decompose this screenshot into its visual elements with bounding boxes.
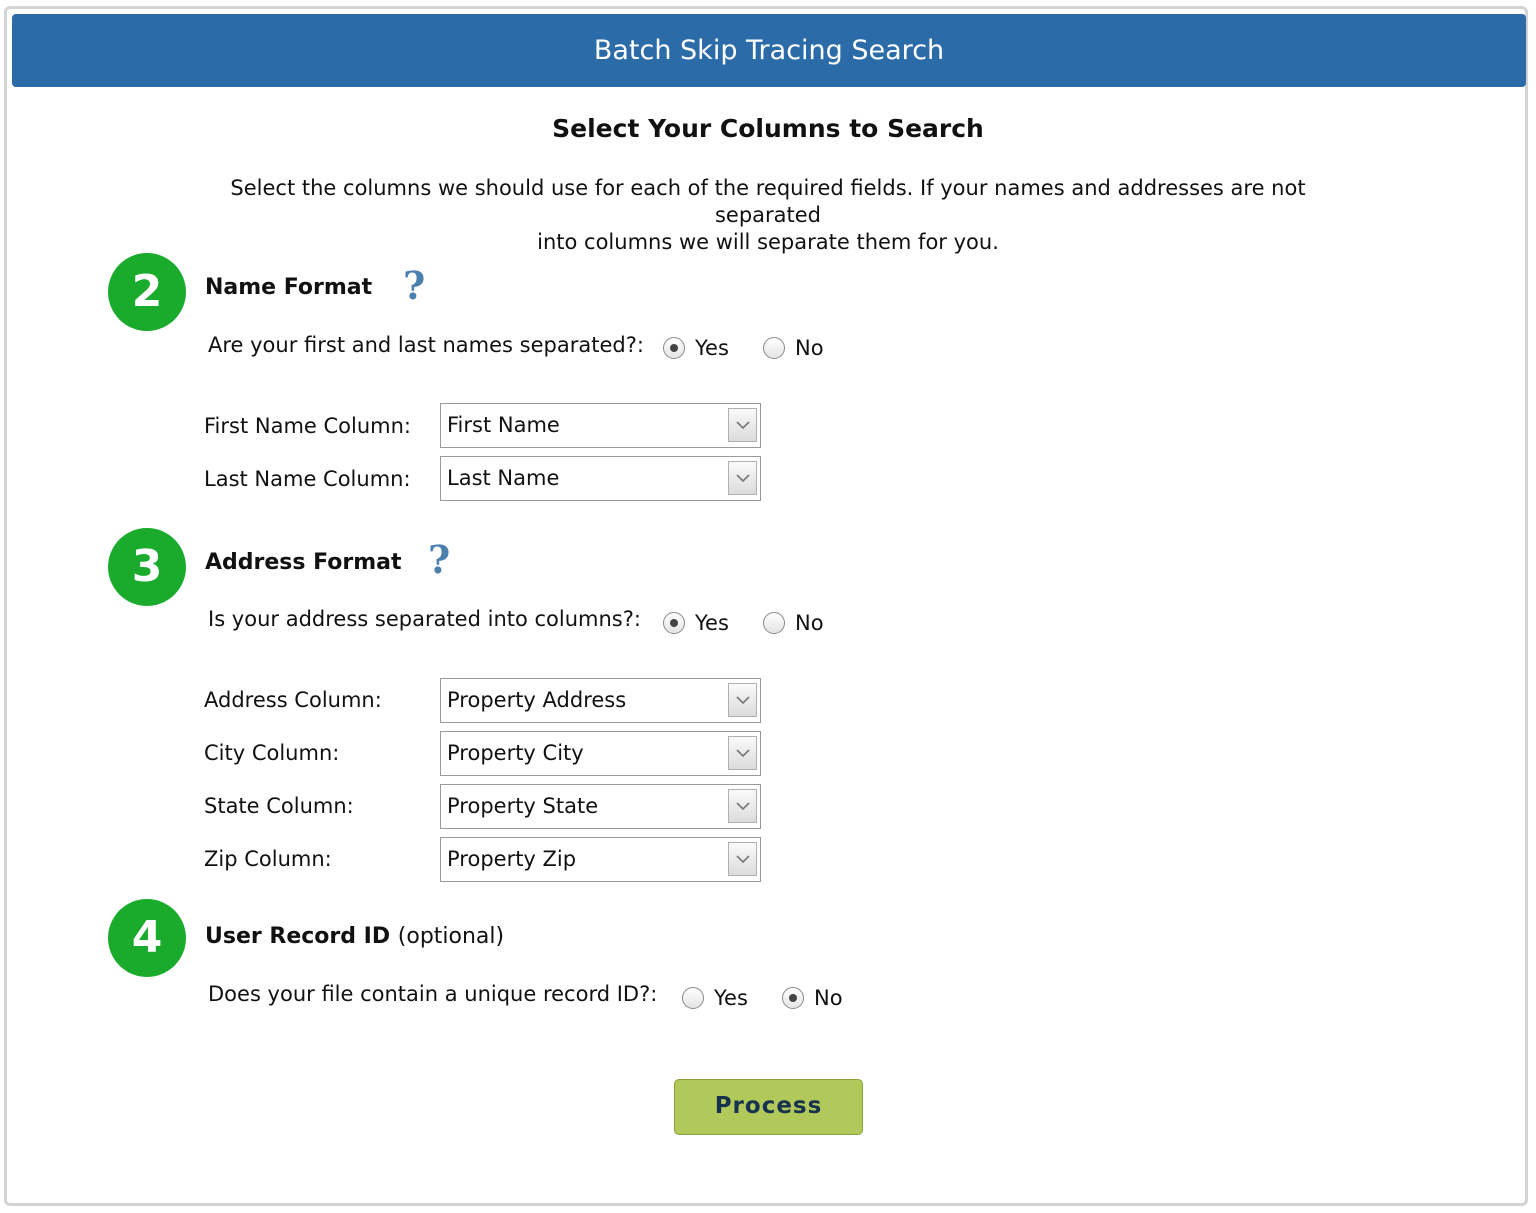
names-separated-yes[interactable] bbox=[663, 336, 729, 360]
intro-line-2: into columns we will separate them for you. bbox=[537, 230, 999, 254]
radio-label: No bbox=[795, 611, 824, 635]
process-button[interactable]: Process bbox=[674, 1079, 863, 1135]
record-id-question: Does your file contain a unique record ID?: bbox=[208, 982, 658, 1006]
radio-label: Yes bbox=[714, 986, 748, 1010]
help-icon[interactable]: ? bbox=[403, 263, 426, 308]
address-separated-question: Is your address separated into columns?: bbox=[208, 607, 641, 631]
zip-column-label: Zip Column: bbox=[204, 847, 332, 871]
first-name-column-label: First Name Column: bbox=[204, 414, 411, 438]
radio-icon[interactable] bbox=[763, 337, 785, 359]
radio-icon[interactable] bbox=[663, 337, 685, 359]
step-badge-3: 3 bbox=[108, 528, 186, 606]
radio-label: Yes bbox=[695, 336, 729, 360]
select-value: Property Address bbox=[447, 688, 627, 712]
radio-icon[interactable] bbox=[782, 987, 804, 1009]
chevron-down-icon[interactable] bbox=[728, 461, 757, 495]
zip-column-select[interactable] bbox=[440, 837, 761, 882]
last-name-column-select[interactable] bbox=[440, 456, 761, 501]
address-column-select[interactable] bbox=[440, 678, 761, 723]
state-column-select[interactable] bbox=[440, 784, 761, 829]
chevron-down-icon[interactable] bbox=[728, 789, 757, 823]
radio-label: No bbox=[814, 986, 843, 1010]
select-value: First Name bbox=[447, 413, 560, 437]
chevron-down-icon[interactable] bbox=[728, 683, 757, 717]
names-separated-question: Are your first and last names separated?: bbox=[208, 333, 644, 357]
radio-icon[interactable] bbox=[663, 612, 685, 634]
name-format-title: Name Format bbox=[205, 275, 373, 300]
user-record-id-label: User Record ID bbox=[205, 924, 391, 949]
step-badge-2: 2 bbox=[108, 253, 186, 331]
select-value: Property Zip bbox=[447, 847, 577, 871]
address-separated-yes[interactable] bbox=[663, 611, 729, 635]
select-value: Property State bbox=[447, 794, 599, 818]
user-record-id-title bbox=[205, 924, 504, 949]
chevron-down-icon[interactable] bbox=[728, 408, 757, 442]
first-name-column-select[interactable] bbox=[440, 403, 761, 448]
radio-icon[interactable] bbox=[682, 987, 704, 1009]
intro-line-1: Select the columns we should use for each of the required fields. If your names and addresses are not separated bbox=[230, 176, 1306, 227]
last-name-column-label: Last Name Column: bbox=[204, 467, 411, 491]
record-id-no[interactable] bbox=[782, 986, 843, 1010]
record-id-yes[interactable] bbox=[682, 986, 748, 1010]
state-column-label: State Column: bbox=[204, 794, 354, 818]
intro-text bbox=[180, 175, 1356, 256]
radio-label: Yes bbox=[695, 611, 729, 635]
city-column-label: City Column: bbox=[204, 741, 340, 765]
step-badge-4: 4 bbox=[108, 899, 186, 977]
city-column-select[interactable] bbox=[440, 731, 761, 776]
select-value: Last Name bbox=[447, 466, 560, 490]
optional-label: (optional) bbox=[397, 924, 505, 949]
radio-icon[interactable] bbox=[763, 612, 785, 634]
address-separated-no[interactable] bbox=[763, 611, 824, 635]
page-title: Select Your Columns to Search bbox=[552, 114, 984, 143]
help-icon[interactable]: ? bbox=[428, 537, 451, 582]
names-separated-no[interactable] bbox=[763, 336, 824, 360]
address-format-title: Address Format bbox=[205, 550, 402, 575]
radio-label: No bbox=[795, 336, 824, 360]
chevron-down-icon[interactable] bbox=[728, 736, 757, 770]
address-column-label: Address Column: bbox=[204, 688, 382, 712]
page-header: Batch Skip Tracing Search bbox=[12, 14, 1526, 87]
chevron-down-icon[interactable] bbox=[728, 842, 757, 876]
select-value: Property City bbox=[447, 741, 584, 765]
